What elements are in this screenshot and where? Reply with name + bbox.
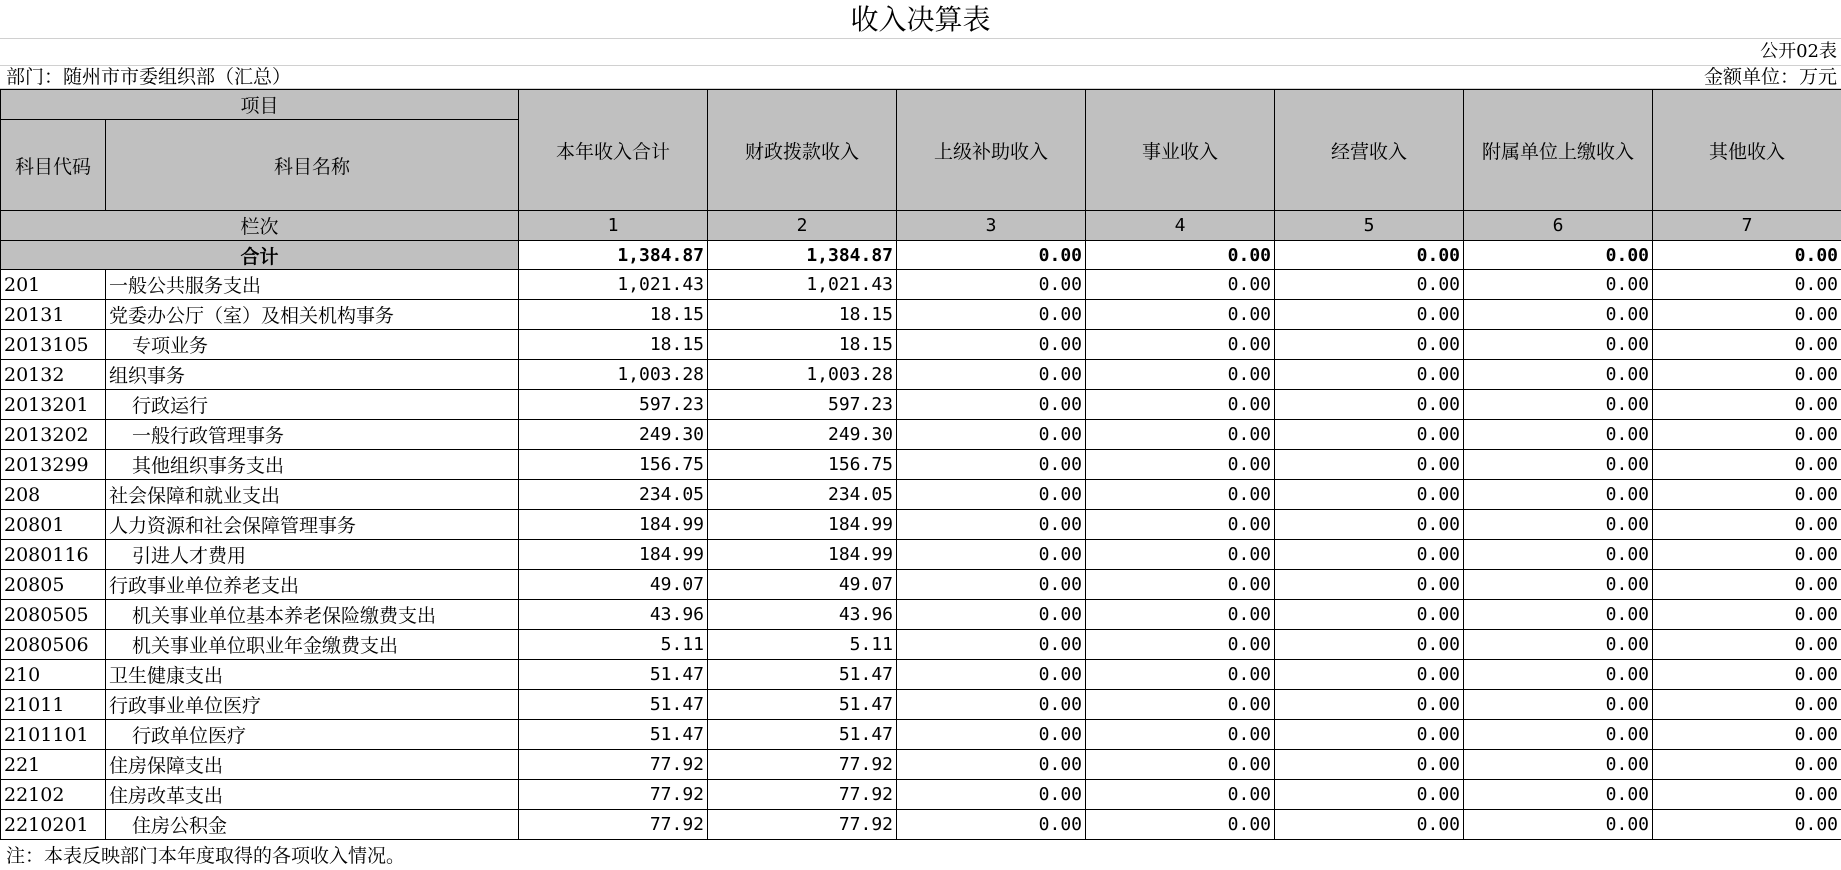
amount-cell: 0.00	[1653, 450, 1841, 480]
table-row	[1, 570, 1841, 600]
amount-cell: 0.00	[1464, 600, 1653, 630]
amount-cell: 0.00	[897, 480, 1086, 510]
header-code: 科目代码	[1, 120, 106, 211]
amount-cell: 1,003.28	[708, 360, 897, 390]
sheet-grid-row	[0, 38, 1841, 66]
header-col: 事业收入	[1086, 90, 1275, 211]
header-name: 科目名称	[106, 120, 519, 211]
amount-cell: 77.92	[708, 780, 897, 810]
subject-name: 住房公积金	[106, 810, 519, 840]
amount-cell: 0.00	[1275, 420, 1464, 450]
amount-cell: 0.00	[1653, 390, 1841, 420]
form-code: 公开02表	[1760, 41, 1837, 62]
table-row	[1, 810, 1841, 840]
header-col: 财政拨款收入	[708, 90, 897, 211]
amount-cell: 0.00	[1086, 510, 1275, 540]
amount-cell: 43.96	[708, 600, 897, 630]
subject-code: 20801	[1, 510, 106, 540]
subject-code: 2013299	[1, 450, 106, 480]
table-row	[1, 270, 1841, 300]
amount-cell: 0.00	[1653, 510, 1841, 540]
header-col: 本年收入合计	[519, 90, 708, 211]
amount-cell: 234.05	[519, 480, 708, 510]
amount-cell: 0.00	[1275, 480, 1464, 510]
amount-cell: 43.96	[519, 600, 708, 630]
amount-cell: 0.00	[1653, 570, 1841, 600]
income-table	[0, 89, 1841, 840]
amount-cell: 0.00	[1275, 330, 1464, 360]
subject-name: 行政事业单位养老支出	[106, 570, 519, 600]
amount-cell: 0.00	[1275, 390, 1464, 420]
amount-cell: 51.47	[519, 660, 708, 690]
amount-cell: 0.00	[897, 390, 1086, 420]
amount-cell: 0.00	[1275, 630, 1464, 660]
department-label: 部门：随州市市委组织部（汇总）	[6, 66, 292, 88]
amount-cell: 0.00	[1464, 330, 1653, 360]
amount-cell: 18.15	[519, 330, 708, 360]
total-value: 1,384.87	[708, 241, 897, 270]
col-number: 3	[897, 211, 1086, 241]
amount-cell: 0.00	[1086, 270, 1275, 300]
amount-cell: 0.00	[897, 600, 1086, 630]
table-row	[1, 300, 1841, 330]
header-col: 上级补助收入	[897, 90, 1086, 211]
amount-cell: 0.00	[1653, 420, 1841, 450]
subject-name: 住房保障支出	[106, 750, 519, 780]
total-value: 1,384.87	[519, 241, 708, 270]
amount-cell: 0.00	[1275, 750, 1464, 780]
amount-cell: 0.00	[1653, 600, 1841, 630]
amount-cell: 77.92	[708, 750, 897, 780]
amount-cell: 1,021.43	[708, 270, 897, 300]
amount-cell: 0.00	[897, 660, 1086, 690]
amount-cell: 51.47	[708, 720, 897, 750]
amount-cell: 597.23	[519, 390, 708, 420]
subject-code: 2080506	[1, 630, 106, 660]
amount-cell: 5.11	[708, 630, 897, 660]
amount-cell: 0.00	[1086, 750, 1275, 780]
amount-cell: 156.75	[708, 450, 897, 480]
amount-cell: 0.00	[1464, 570, 1653, 600]
amount-cell: 0.00	[897, 420, 1086, 450]
subject-code: 20131	[1, 300, 106, 330]
col-number: 1	[519, 211, 708, 241]
amount-unit-label: 金额单位：万元	[1703, 66, 1837, 88]
amount-cell: 77.92	[708, 810, 897, 840]
amount-cell: 0.00	[897, 810, 1086, 840]
amount-cell: 0.00	[1086, 780, 1275, 810]
amount-cell: 0.00	[1086, 540, 1275, 570]
amount-cell: 49.07	[519, 570, 708, 600]
table-row	[1, 360, 1841, 390]
amount-cell: 0.00	[1464, 630, 1653, 660]
amount-cell: 0.00	[1464, 390, 1653, 420]
total-value: 0.00	[1086, 241, 1275, 270]
amount-cell: 0.00	[1464, 780, 1653, 810]
amount-cell: 51.47	[519, 720, 708, 750]
amount-cell: 0.00	[897, 540, 1086, 570]
amount-cell: 0.00	[1086, 570, 1275, 600]
amount-cell: 77.92	[519, 750, 708, 780]
amount-cell: 0.00	[1086, 690, 1275, 720]
amount-cell: 0.00	[1464, 810, 1653, 840]
subject-name: 机关事业单位基本养老保险缴费支出	[106, 600, 519, 630]
subject-name: 行政事业单位医疗	[106, 690, 519, 720]
amount-cell: 0.00	[1275, 780, 1464, 810]
total-value: 0.00	[1653, 241, 1841, 270]
subject-name: 人力资源和社会保障管理事务	[106, 510, 519, 540]
amount-cell: 0.00	[1086, 720, 1275, 750]
amount-cell: 77.92	[519, 810, 708, 840]
amount-cell: 0.00	[1653, 540, 1841, 570]
amount-cell: 0.00	[1464, 510, 1653, 540]
amount-cell: 156.75	[519, 450, 708, 480]
amount-cell: 249.30	[519, 420, 708, 450]
subject-code: 2013105	[1, 330, 106, 360]
subject-name: 专项业务	[106, 330, 519, 360]
amount-cell: 0.00	[1275, 540, 1464, 570]
amount-cell: 234.05	[708, 480, 897, 510]
amount-cell: 0.00	[1464, 720, 1653, 750]
amount-cell: 0.00	[897, 300, 1086, 330]
amount-cell: 0.00	[897, 720, 1086, 750]
header-col: 其他收入	[1653, 90, 1841, 211]
amount-cell: 49.07	[708, 570, 897, 600]
subject-name: 其他组织事务支出	[106, 450, 519, 480]
col-number: 6	[1464, 211, 1653, 241]
amount-cell: 184.99	[708, 540, 897, 570]
subject-code: 20132	[1, 360, 106, 390]
row-label: 栏次	[1, 211, 519, 241]
table-row	[1, 720, 1841, 750]
amount-cell: 0.00	[1464, 450, 1653, 480]
subject-name: 一般公共服务支出	[106, 270, 519, 300]
amount-cell: 0.00	[1653, 690, 1841, 720]
col-number: 7	[1653, 211, 1841, 241]
amount-cell: 51.47	[519, 690, 708, 720]
amount-cell: 0.00	[1086, 630, 1275, 660]
table-row	[1, 750, 1841, 780]
amount-cell: 0.00	[897, 270, 1086, 300]
amount-cell: 0.00	[1464, 540, 1653, 570]
subject-name: 社会保障和就业支出	[106, 480, 519, 510]
amount-cell: 0.00	[897, 780, 1086, 810]
total-label: 合计	[1, 241, 519, 270]
amount-cell: 0.00	[1653, 810, 1841, 840]
amount-cell: 0.00	[1086, 390, 1275, 420]
col-number: 4	[1086, 211, 1275, 241]
amount-cell: 0.00	[897, 750, 1086, 780]
amount-cell: 0.00	[1653, 780, 1841, 810]
subject-code: 210	[1, 660, 106, 690]
amount-cell: 0.00	[1653, 480, 1841, 510]
amount-cell: 77.92	[519, 780, 708, 810]
amount-cell: 0.00	[1086, 360, 1275, 390]
amount-cell: 0.00	[1275, 270, 1464, 300]
amount-cell: 0.00	[1275, 510, 1464, 540]
table-row	[1, 660, 1841, 690]
table-row	[1, 480, 1841, 510]
subject-code: 2210201	[1, 810, 106, 840]
subject-code: 208	[1, 480, 106, 510]
amount-cell: 0.00	[1464, 480, 1653, 510]
amount-cell: 0.00	[1653, 720, 1841, 750]
amount-cell: 0.00	[1275, 810, 1464, 840]
amount-cell: 5.11	[519, 630, 708, 660]
subject-code: 21011	[1, 690, 106, 720]
subject-code: 20805	[1, 570, 106, 600]
amount-cell: 18.15	[519, 300, 708, 330]
amount-cell: 0.00	[1086, 300, 1275, 330]
subject-code: 2013201	[1, 390, 106, 420]
table-row	[1, 600, 1841, 630]
page-title: 收入决算表	[850, 3, 991, 36]
amount-cell: 0.00	[1086, 450, 1275, 480]
amount-cell: 0.00	[1086, 330, 1275, 360]
subject-name: 党委办公厅（室）及相关机构事务	[106, 300, 519, 330]
amount-cell: 0.00	[1653, 360, 1841, 390]
total-value: 0.00	[897, 241, 1086, 270]
header-item: 项目	[1, 90, 519, 120]
amount-cell: 0.00	[1275, 570, 1464, 600]
amount-cell: 0.00	[1275, 300, 1464, 330]
amount-cell: 0.00	[1464, 300, 1653, 330]
amount-cell: 0.00	[1275, 450, 1464, 480]
table-row	[1, 450, 1841, 480]
total-value: 0.00	[1275, 241, 1464, 270]
amount-cell: 0.00	[1464, 420, 1653, 450]
amount-cell: 184.99	[708, 510, 897, 540]
subject-code: 2080505	[1, 600, 106, 630]
subject-name: 机关事业单位职业年金缴费支出	[106, 630, 519, 660]
subject-code: 22102	[1, 780, 106, 810]
table-row	[1, 690, 1841, 720]
amount-cell: 597.23	[708, 390, 897, 420]
subject-name: 组织事务	[106, 360, 519, 390]
amount-cell: 0.00	[1653, 330, 1841, 360]
table-row	[1, 630, 1841, 660]
amount-cell: 0.00	[897, 330, 1086, 360]
amount-cell: 184.99	[519, 510, 708, 540]
amount-cell: 0.00	[1653, 630, 1841, 660]
header-col: 经营收入	[1275, 90, 1464, 211]
amount-cell: 0.00	[1653, 270, 1841, 300]
subject-name: 行政单位医疗	[106, 720, 519, 750]
col-number: 5	[1275, 211, 1464, 241]
amount-cell: 0.00	[1275, 690, 1464, 720]
table-row	[1, 420, 1841, 450]
amount-cell: 0.00	[1464, 690, 1653, 720]
amount-cell: 51.47	[708, 690, 897, 720]
table-row	[1, 510, 1841, 540]
col-number: 2	[708, 211, 897, 241]
amount-cell: 0.00	[1086, 660, 1275, 690]
amount-cell: 0.00	[1653, 300, 1841, 330]
amount-cell: 0.00	[897, 570, 1086, 600]
amount-cell: 184.99	[519, 540, 708, 570]
amount-cell: 0.00	[1464, 750, 1653, 780]
amount-cell: 0.00	[1464, 360, 1653, 390]
subject-code: 2080116	[1, 540, 106, 570]
amount-cell: 18.15	[708, 300, 897, 330]
amount-cell: 0.00	[1086, 480, 1275, 510]
subject-name: 引进人才费用	[106, 540, 519, 570]
subject-code: 2101101	[1, 720, 106, 750]
amount-cell: 0.00	[1275, 360, 1464, 390]
amount-cell: 0.00	[897, 360, 1086, 390]
table-row	[1, 330, 1841, 360]
subject-code: 201	[1, 270, 106, 300]
amount-cell: 0.00	[1275, 600, 1464, 630]
subject-name: 一般行政管理事务	[106, 420, 519, 450]
amount-cell: 0.00	[897, 510, 1086, 540]
amount-cell: 0.00	[1086, 600, 1275, 630]
amount-cell: 18.15	[708, 330, 897, 360]
table-note: 注：本表反映部门本年度取得的各项收入情况。	[6, 845, 406, 867]
amount-cell: 249.30	[708, 420, 897, 450]
table-row	[1, 780, 1841, 810]
subject-name: 住房改革支出	[106, 780, 519, 810]
amount-cell: 0.00	[1275, 720, 1464, 750]
header-col: 附属单位上缴收入	[1464, 90, 1653, 211]
amount-cell: 0.00	[1653, 660, 1841, 690]
amount-cell: 0.00	[1464, 660, 1653, 690]
amount-cell: 1,003.28	[519, 360, 708, 390]
subject-name: 行政运行	[106, 390, 519, 420]
subject-name: 卫生健康支出	[106, 660, 519, 690]
table-row	[1, 390, 1841, 420]
subject-code: 2013202	[1, 420, 106, 450]
amount-cell: 0.00	[1464, 270, 1653, 300]
amount-cell: 0.00	[1086, 810, 1275, 840]
amount-cell: 0.00	[1086, 420, 1275, 450]
amount-cell: 0.00	[1275, 660, 1464, 690]
amount-cell: 0.00	[897, 450, 1086, 480]
amount-cell: 1,021.43	[519, 270, 708, 300]
amount-cell: 51.47	[708, 660, 897, 690]
table-row	[1, 540, 1841, 570]
amount-cell: 0.00	[897, 630, 1086, 660]
subject-code: 221	[1, 750, 106, 780]
total-value: 0.00	[1464, 241, 1653, 270]
amount-cell: 0.00	[897, 690, 1086, 720]
amount-cell: 0.00	[1653, 750, 1841, 780]
